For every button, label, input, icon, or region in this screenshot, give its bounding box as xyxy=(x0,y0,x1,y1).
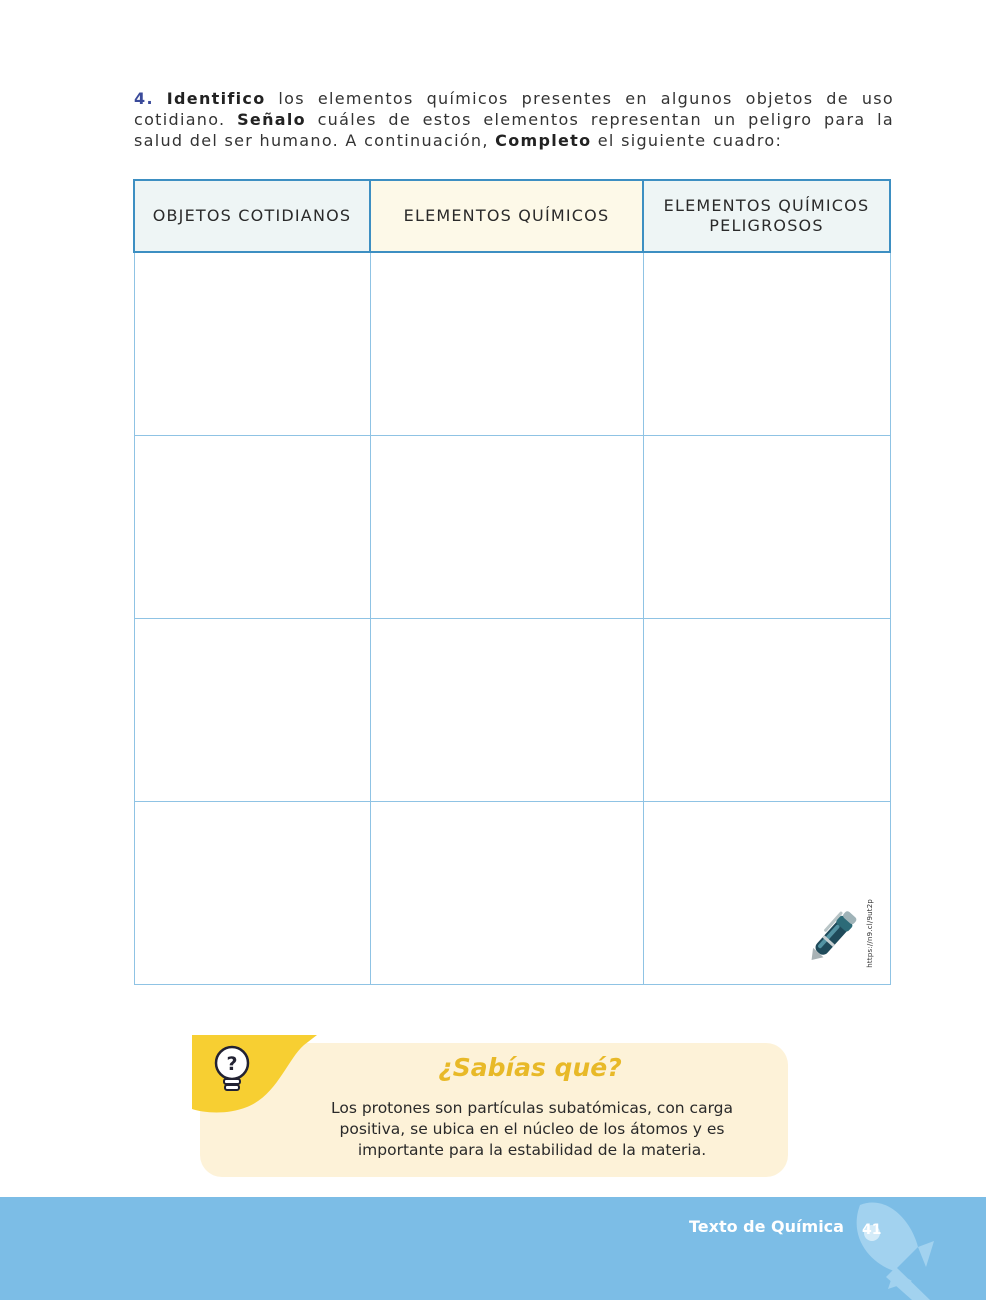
svg-text:?: ? xyxy=(226,1053,238,1075)
callout-title: ¿Sabías qué? xyxy=(438,1053,622,1082)
table-row xyxy=(134,619,890,802)
answer-cell[interactable] xyxy=(370,252,643,436)
answer-cell[interactable] xyxy=(134,802,370,985)
answer-cell[interactable] xyxy=(134,436,370,619)
answer-cell[interactable] xyxy=(643,619,890,802)
header-elementos-quimicos: ELEMENTOS QUÍMICOS xyxy=(370,180,643,252)
verb-senalo: Señalo xyxy=(237,110,306,129)
table-row xyxy=(134,436,890,619)
exercise-table xyxy=(133,179,891,985)
answer-cell[interactable] xyxy=(643,802,890,985)
book-title: Texto de Química xyxy=(689,1217,844,1236)
answer-cell[interactable] xyxy=(370,619,643,802)
answer-cell[interactable] xyxy=(370,436,643,619)
exercise-number: 4 xyxy=(134,89,147,108)
rocket-icon xyxy=(830,1197,986,1300)
image-credit: https://n9.cl/9ut2p xyxy=(865,899,874,968)
answer-cell[interactable] xyxy=(643,436,890,619)
instruction-text-3: el siguiente cuadro: xyxy=(591,131,783,150)
answer-cell[interactable] xyxy=(134,252,370,436)
page-number: 41 xyxy=(862,1222,882,1238)
header-elementos-peligrosos: ELEMENTOS QUÍMICOS PELIGROSOS xyxy=(643,180,890,252)
callout-text: Los protones son partículas subatómicas, con carga positiva, se ubica en el núcleo de los átomos y es importante para la estabilidad de la materia. xyxy=(330,1099,734,1159)
verb-identifico: Identifico xyxy=(166,89,266,108)
exercise-instructions: 4. Identifico los elementos químicos presentes en algunos objetos de uso cotidiano. Señalo cuáles de estos elementos representan un peligro para la salud del ser humano. A continuación, Completo el siguiente cuadro: xyxy=(134,89,894,150)
answer-cell[interactable] xyxy=(643,252,890,436)
table-row xyxy=(134,252,890,436)
answer-cell[interactable] xyxy=(370,802,643,985)
header-objetos-cotidianos: OBJETOS COTIDIANOS xyxy=(134,180,370,252)
footer-bar xyxy=(0,1197,986,1300)
verb-completo: Completo xyxy=(495,131,592,150)
pen-icon xyxy=(800,896,870,972)
instruction-text-1: los elementos químicos presentes en algunos objetos de uso cotidiano. xyxy=(134,89,894,129)
answer-cell[interactable] xyxy=(134,619,370,802)
table-row xyxy=(134,802,890,985)
instruction-text-2: cuáles de estos elementos representan un peligro para la salud del ser humano. A continuación, xyxy=(134,110,894,150)
